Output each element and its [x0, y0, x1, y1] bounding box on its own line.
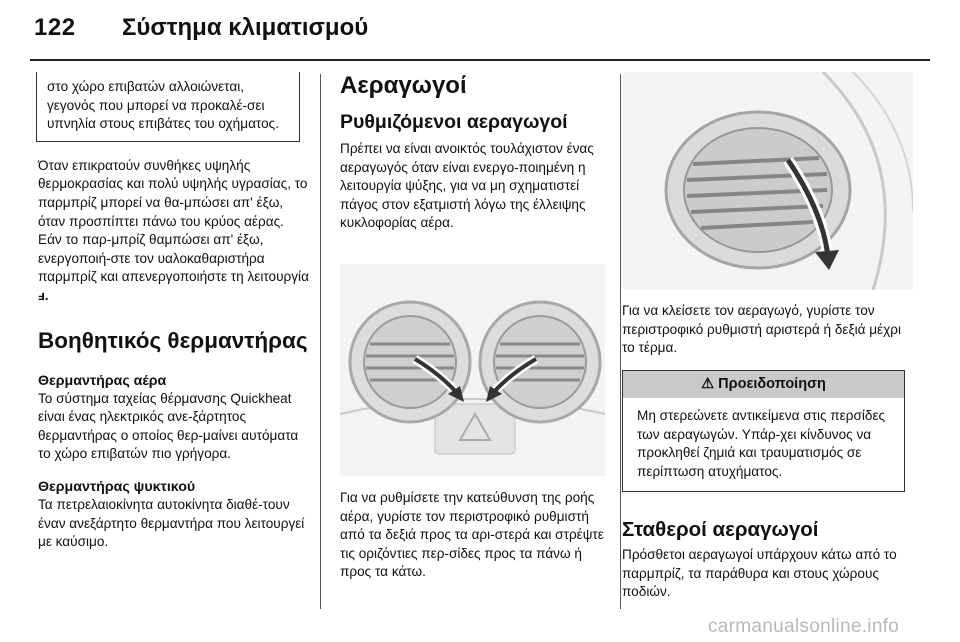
section-title: Σύστημα κλιματισμού [122, 14, 369, 41]
round-vents-drawing [340, 264, 605, 476]
subheading-adjustable-vents: Ρυθμιζόμενοι αεραγωγοί [340, 111, 568, 133]
warning-icon: ⚠ [701, 376, 715, 392]
coolant-heater-paragraph: Τα πετρελαιοκίνητα αυτοκίνητα διαθέ-τουν έναν ανεξάρτητο θερμαντήρα που λειτουργεί με καύσιμο. [38, 496, 305, 550]
vents-intro-paragraph: Πρέπει να είναι ανοικτός τουλάχιστον ένας αεραγωγός όταν είναι ενεργο-ποιημένη η λειτουργία ψύξης, για να μη σχηματιστεί πάγος στον εξατμιστή λόγω της έλλειψης κυκλοφορίας αέρα. [340, 141, 594, 231]
site-watermark: carmanualsonline.info [708, 616, 900, 637]
heading-fixed-vents: Σταθεροί αεραγωγοί [622, 518, 819, 541]
column-divider-1 [320, 74, 321, 609]
fixed-vents-section [622, 518, 912, 602]
adjust-direction-paragraph: Για να ρυθμίσετε την κατεύθυνση της ροής αέρα, γυρίστε τον περιστροφικό ρυθμιστή από τα δεξιά προς τα αρι-στερά και στρέψτε τις οριζόντιες περ-σίδες προς τα πάνω ή προς τα κάτω. [340, 490, 604, 580]
page-number: 122 [34, 14, 76, 41]
column-divider-2 [620, 74, 621, 609]
condensation-paragraph [38, 157, 310, 306]
subheading-air-heater: Θερμαντήρας αέρα [38, 372, 167, 389]
right-vent [480, 302, 600, 422]
air-heater-paragraph: Το σύστημα ταχείας θέρμανσης Quickheat είναι ένας ηλεκτρικός ανε-ξάρτητος θερμαντήρας ο οποίος θερ-μαίνει αυτόματα το χώρο επιβατών πιο γρήγορα. [38, 390, 299, 462]
dashboard-vents-illustration [340, 264, 605, 476]
column-middle [340, 72, 612, 233]
warning-text: Μη στερεώνετε αντικείμενα στις περσίδες των αεραγωγών. Υπάρ-χει κίνδυνος να προκληθεί ζημιά και τραυματισμός σε περίπτωση ατυχήματος. [637, 408, 886, 479]
side-vent-drawing [623, 72, 913, 290]
warning-title: Προειδοποίηση [718, 376, 826, 392]
column-left [38, 72, 310, 552]
warning-header [623, 371, 904, 398]
continued-box: στο χώρο επιβατών αλλοιώνεται, γεγονός που μπορεί να προκαλέ-σει υπνηλία στους επιβάτες του οχήματος. [36, 72, 300, 142]
subheading-coolant-heater: Θερμαντήρας ψυκτικού [38, 478, 196, 495]
header-rule [30, 59, 930, 61]
side-vent-illustration [623, 72, 913, 290]
recirculation-symbol: ⅎ. [38, 287, 49, 303]
warning-box [622, 370, 905, 492]
close-vent-paragraph: Για να κλείσετε τον αεραγωγό, γυρίστε τον περιστροφικό ρυθμιστή αριστερά ή δεξιά μέχρι το τέρμα. [622, 303, 902, 356]
heading-auxiliary-heater: Βοηθητικός θερμαντήρας [38, 327, 308, 353]
condensation-text: Όταν επικρατούν συνθήκες υψηλής θερμοκρασίας και πολύ υψηλής υγρασίας, το παρμπρίζ μπορεί να θα-μπώσει απ' έξω, όταν προσπίπτει πάνω του κρύος αέρας. Εάν το παρ-μπρίζ θαμπώσει απ' έξω, ενεργοποιή-στε τον υαλοκαθαριστήρα παρμπρίζ και απενεργοποιήστε τη λειτουργία [38, 157, 309, 285]
page-header [30, 14, 930, 54]
left-vent [350, 302, 470, 422]
heading-air-vents: Αεραγωγοί [340, 72, 467, 99]
fixed-vents-paragraph: Πρόσθετοι αεραγωγοί υπάρχουν κάτω από το παρμπρίζ, τα παράθυρα και στους χώρους ποδιών. [622, 547, 897, 600]
